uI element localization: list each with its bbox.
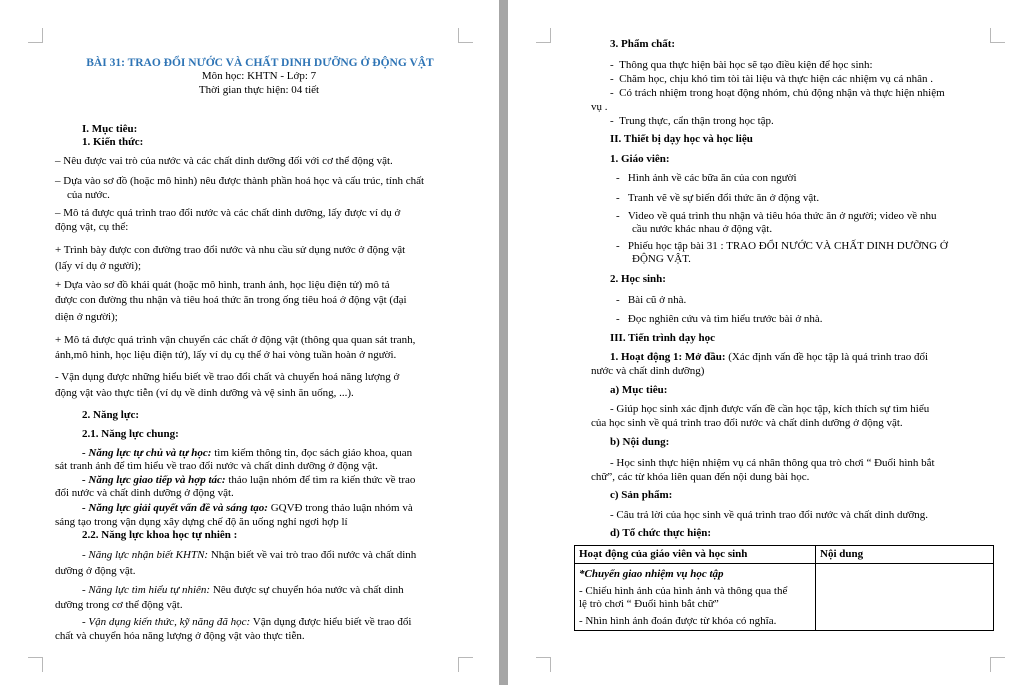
- heading-objectives: I. Mục tiêu:: [82, 123, 138, 135]
- teacher-material: - Hình ảnh về các bữa ăn của con người: [616, 172, 797, 184]
- student-preparation: - Bài cũ ở nhà.: [616, 294, 687, 306]
- knowledge-item: + Trình bày được con đường trao đổi nước và nhu cầu sử dụng nước ở động vật: [55, 244, 406, 256]
- table-cell-line: - Chiếu hình ảnh của hình ảnh và thông qua thể: [579, 585, 788, 597]
- heading-equipment: II. Thiết bị dạy học và học liệu: [610, 133, 753, 145]
- table-header-cell: Hoạt động của giáo viên và học sinh: [575, 546, 816, 564]
- general-competence-item: sát tranh ảnh để tìm hiểu về trao đổi nước và chất dinh dưỡng ở động vật.: [55, 460, 378, 472]
- science-competence-item: dưỡng trong cơ thể động vật.: [55, 599, 183, 611]
- quality-item: - Có trách nhiệm trong hoạt động nhóm, chủ động nhận và thực hiện nhiệm: [610, 87, 945, 99]
- subject-line: Môn học: KHTN - Lớp: 7: [201, 70, 317, 82]
- heading-teacher: 1. Giáo viên:: [610, 153, 670, 165]
- objective-text: - Giúp học sinh xác định được vấn đề cần học tập, kích thích sự tìm hiểu: [610, 403, 930, 415]
- activity-1-title: nước và chất dinh dưỡng): [591, 365, 705, 377]
- quality-item: - Trung thực, cẩn thận trong học tập.: [610, 115, 774, 127]
- heading-student: 2. Học sinh:: [610, 273, 666, 285]
- heading-knowledge: 1. Kiến thức:: [82, 136, 144, 148]
- content-text: - Học sinh thực hiện nhiệm vụ cá nhân thông qua trò chơi “ Đuổi hình bắt: [610, 457, 935, 469]
- quality-item: - Thông qua thực hiện bài học sẽ tạo điều kiện để học sinh:: [610, 59, 873, 71]
- knowledge-item: được con đường thu nhận và tiêu hoá thức ăn trong ống tiêu hoá ở động vật (đại: [55, 294, 407, 306]
- table-header-cell: Nội dung: [816, 546, 994, 564]
- heading-content: b) Nội dung:: [610, 436, 670, 448]
- general-competence-item: đổi nước và chất dinh dưỡng ở động vật.: [55, 487, 234, 499]
- knowledge-item: + Mô tả được quá trình vận chuyển các chất ở động vật (thông qua quan sát tranh,: [55, 334, 416, 346]
- margin-corner-mark: [536, 28, 551, 43]
- knowledge-item: của nước.: [67, 189, 110, 201]
- general-competence-item: - Năng lực tự chủ và tự học: tìm kiếm thông tin, đọc sách giáo khoa, quan: [82, 447, 413, 459]
- general-competence-item: - Năng lực giao tiếp và hợp tác: thảo luận nhóm để tìm ra kiến thức về trao: [82, 474, 416, 486]
- knowledge-item: động vật, cụ thể:: [55, 221, 129, 233]
- table-cell: [816, 564, 994, 631]
- objective-text: của học sinh về quá trình trao đổi nước và chất dinh dưỡng ở động vật.: [591, 417, 903, 429]
- table-cell: [575, 564, 816, 631]
- margin-corner-mark: [990, 657, 1005, 672]
- product-text: - Câu trả lời của học sinh về quá trình trao đổi nước và chất dinh dưỡng.: [610, 509, 929, 521]
- teacher-material: ĐỘNG VẬT.: [632, 253, 691, 265]
- heading-competence: 2. Năng lực:: [82, 409, 140, 421]
- science-competence-item: - Vận dụng kiến thức, kỹ năng đã học: Vận dụng được hiểu biết về trao đổi: [82, 616, 412, 628]
- table-header-row: [575, 546, 994, 564]
- science-competence-item: - Năng lực tìm hiểu tự nhiên: Nêu được sự chuyển hóa nước và chất dinh: [82, 584, 404, 596]
- general-competence-item: sáng tạo trong vận dụng xây dựng chế độ ăn uống nghỉ ngơi hợp lí: [55, 516, 348, 528]
- table-cell-line: - Nhìn hình ảnh đoán được từ khóa có nghĩa.: [579, 615, 777, 627]
- margin-corner-mark: [28, 657, 43, 672]
- teacher-material: - Phiếu học tập bài 31 : TRAO ĐỔI NƯỚC VÀ CHẤT DINH DƯỠNG Ở: [616, 240, 948, 252]
- knowledge-item: (lấy ví dụ ở người);: [55, 260, 142, 272]
- activity-1-title: 1. Hoạt động 1: Mở đầu: (Xác định vấn đề học tập là quá trình trao đổi: [610, 351, 929, 363]
- lesson-title: BÀI 31: TRAO ĐỔI NƯỚC VÀ CHẤT DINH DƯỠNG Ở ĐỘNG VẬT: [86, 57, 434, 69]
- knowledge-item: - Vận dụng được những hiểu biết về trao đổi chất và chuyển hoá năng lượng ở: [55, 371, 400, 383]
- teacher-material: cầu nước khác nhau ở động vật.: [632, 223, 773, 235]
- heading-objective: a) Mục tiêu:: [610, 384, 668, 396]
- teacher-material: - Tranh vẽ về sự biến đổi thức ăn ở động vật.: [616, 192, 820, 204]
- margin-corner-mark: [458, 657, 473, 672]
- general-competence-item: - Năng lực giải quyết vấn đề và sáng tạo: GQVĐ trong thảo luận nhóm và: [82, 502, 413, 514]
- document-page-1: [0, 0, 499, 685]
- heading-organization: d) Tổ chức thực hiện:: [610, 527, 712, 539]
- margin-corner-mark: [536, 657, 551, 672]
- knowledge-item: + Dựa vào sơ đồ khái quát (hoặc mô hình, tranh ảnh, học liệu điện tử) mô tả: [55, 279, 390, 291]
- table-cell-line: lệ trò chơi “ Đuổi hình bắt chữ”: [579, 598, 719, 610]
- heading-process: III. Tiến trình dạy học: [610, 332, 716, 344]
- content-text: chữ”, các từ khóa liên quan đến nội dung bài học.: [591, 471, 810, 483]
- knowledge-item: – Dựa vào sơ đồ (hoặc mô hình) nêu được thành phần hoá học và cấu trúc, tính chất: [55, 175, 425, 187]
- science-competence-item: dưỡng ở động vật.: [55, 565, 136, 577]
- teacher-material: - Video về quá trình thu nhận và tiêu hóa thức ăn ở người; video về nhu: [616, 210, 937, 222]
- margin-corner-mark: [28, 28, 43, 43]
- activity-table: [574, 545, 994, 631]
- science-competence-item: - Năng lực nhận biết KHTN: Nhận biết về vai trò trao đổi nước và chất dinh: [82, 549, 417, 561]
- document-page-2: [508, 0, 1019, 685]
- student-preparation: - Đọc nghiên cứu và tìm hiểu trước bài ở nhà.: [616, 313, 823, 325]
- heading-science-competence: 2.2. Năng lực khoa học tự nhiên :: [82, 529, 238, 541]
- knowledge-item: động vật vào thực tiễn (ví dụ về dinh dưỡng và vệ sinh ăn uống, ...).: [55, 387, 354, 399]
- duration-line: Thời gian thực hiện: 04 tiết: [198, 84, 320, 96]
- heading-qualities: 3. Phẩm chất:: [610, 38, 676, 50]
- science-competence-item: chất và chuyển hóa năng lượng ở động vật vào thực tiễn.: [55, 630, 305, 642]
- quality-item: vụ .: [591, 101, 608, 113]
- table-row: [575, 564, 994, 631]
- knowledge-item: – Nêu được vai trò của nước và các chất dinh dưỡng đối với cơ thể động vật.: [55, 155, 393, 167]
- knowledge-item: ảnh,mô hình, học liệu điện tử), lấy ví dụ cụ thể ở hai vòng tuần hoàn ở người.: [55, 349, 397, 361]
- quality-item: - Chăm học, chịu khó tìm tòi tài liệu và thực hiện các nhiệm vụ cá nhân .: [610, 73, 934, 85]
- heading-product: c) Sản phẩm:: [610, 489, 673, 501]
- task-assignment-label: *Chuyển giao nhiệm vụ học tập: [579, 568, 724, 580]
- heading-general-competence: 2.1. Năng lực chung:: [82, 428, 179, 440]
- knowledge-item: diện ở người);: [55, 311, 118, 323]
- margin-corner-mark: [458, 28, 473, 43]
- knowledge-item: – Mô tả được quá trình trao đổi nước và các chất dinh dưỡng, lấy được ví dụ ở: [55, 207, 401, 219]
- margin-corner-mark: [990, 28, 1005, 43]
